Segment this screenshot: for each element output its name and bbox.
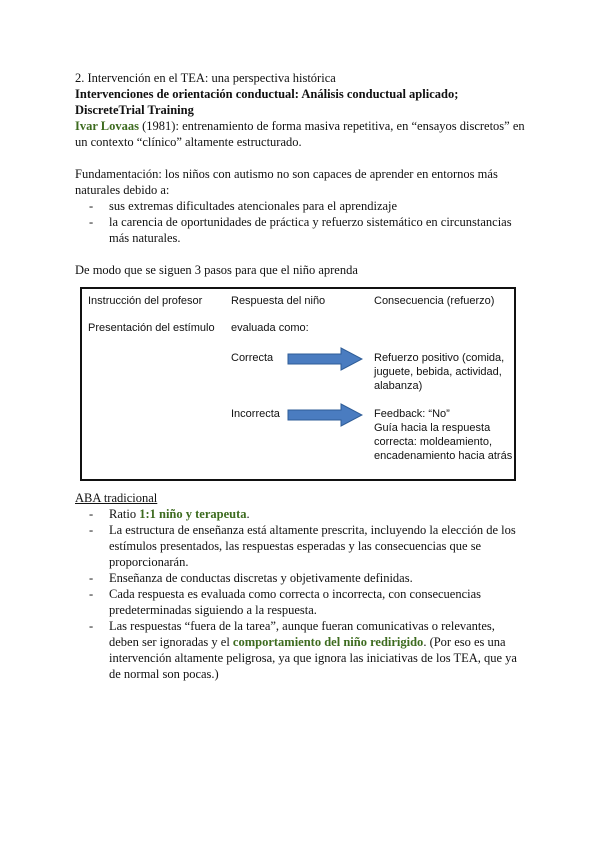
header-instruction: Instrucción del profesor [88,295,203,307]
lovaas-paragraph [75,118,525,150]
last-prefix: Las respuestas “fuera de la tarea”, aunque fueran comunicativas o relevantes, deben ser ignoradas y el [109,619,495,649]
incorrect-arrow-icon [287,403,363,427]
ratio-highlight: 1:1 niño y terapeuta [139,507,247,521]
aba-section [75,490,525,682]
last-suffix: . (Por eso es una intervención altamente peligrosa, ya que ignora las iniciativas de los TEA, que ya de normal son pocas.) [109,635,517,681]
document-body [75,70,525,278]
correct-result: Refuerzo positivo (comida, juguete, bebida, actividad, alabanza) [374,352,505,392]
ratio-prefix: Ratio [109,507,140,521]
aba-title: ABA tradicional [75,491,158,505]
lovaas-text: (1981): entrenamiento de forma masiva repetitiva, en “ensayos discretos” en un contexto “clínico” altamente estructurado. [75,119,525,149]
flow-diagram [80,287,516,481]
incorrect-result [374,407,514,463]
stimulus-label: Presentación del estímulo [88,322,215,334]
steps-intro: De modo que se siguen 3 pasos para que el niño aprenda [75,263,358,277]
list-item [109,618,525,682]
list-item: - sus extremas dificultades atencionales para el aprendizaje [109,198,525,214]
ratio-suffix: . [246,507,250,521]
header-response: Respuesta del niño [231,295,326,307]
incorrect-label: Incorrecta [231,408,280,420]
list-item: - la carencia de oportunidades de práctica y refuerzo sistemático en circunstancias más naturales. [109,214,525,246]
subtitle: Intervenciones de orientación conductual: Análisis conductual aplicado; DiscreteTrial Training [75,87,459,117]
incorrect-result-guide: Guía hacia la respuesta correcta: moldeamiento, encadenamiento hacia atrás [374,422,513,462]
correct-label: Correcta [231,352,274,364]
correct-arrow-icon [287,347,363,371]
fundamentacion-list [75,198,525,246]
incorrect-result-feedback: Feedback: “No” [374,408,450,420]
fundamentacion-text: Fundamentación: los niños con autismo no son capaces de aprender en entornos más naturales debido a: [75,167,498,197]
section-heading: 2. Intervención en el TEA: una perspectiva histórica [75,71,336,85]
list-item: - Cada respuesta es evaluada como correcta o incorrecta, con consecuencias predeterminadas siguiendo a la respuesta. [109,586,525,618]
lovaas-name: Ivar Lovaas [75,119,140,133]
evaluated-label: evaluada como: [231,322,309,334]
list-item: - La estructura de enseñanza está altamente prescrita, incluyendo la elección de los estímulos presentados, las respuestas esperadas y las consecuencias que se proporcionarán. [109,522,525,570]
aba-list [75,506,525,682]
list-item [109,506,525,522]
list-item: - Enseñanza de conductas discretas y objetivamente definidas. [109,570,525,586]
redirect-highlight: comportamiento del niño redirigido [232,635,424,649]
header-consequence: Consecuencia (refuerzo) [374,295,495,307]
